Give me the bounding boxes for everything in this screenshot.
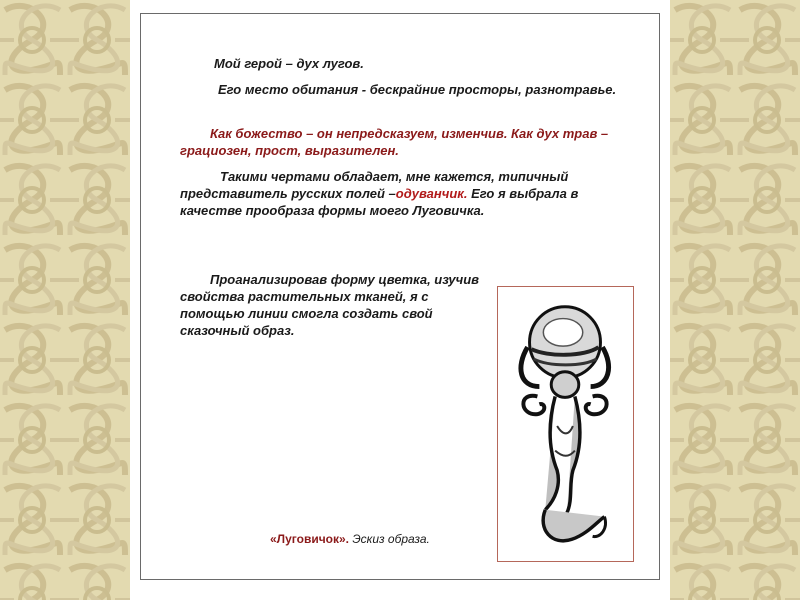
- caption-title: «Луговичок».: [270, 532, 350, 546]
- ornament-border-right: [670, 0, 800, 600]
- luogovichok-sketch-illustration-icon: [498, 287, 633, 561]
- paragraph-habitat: Его место обитания - бескрайние просторы, разнотравье.: [218, 82, 617, 97]
- dandelion-text-after: Его я выбрала в качестве прообраза формы моего Луговичка.: [180, 186, 579, 218]
- caption-subtitle: Эскиз образа.: [349, 532, 430, 546]
- dandelion-word: одуванчик.: [395, 186, 468, 201]
- illustration-frame: [497, 286, 634, 562]
- celtic-knot-ornament-icon: [670, 0, 800, 600]
- celtic-knot-ornament-icon: [0, 0, 130, 600]
- dandelion-text-before: Такими чертами обладает, мне кажется, типичный представитель русских полей –: [180, 169, 569, 201]
- ornament-border-left: [0, 0, 130, 600]
- paragraph-deity: Как божество – он непредсказуем, изменчив. Как дух трав – грациозен, прост, выразителен.: [180, 126, 609, 158]
- paragraph-dandelion: [180, 168, 630, 219]
- illustration-caption: [270, 532, 430, 546]
- paragraph-analysis: Проанализировав форму цветка, изучив свойства растительных тканей, я с помощью линии смогла создать свой сказочный образ.: [180, 272, 479, 338]
- paragraph-hero: Мой герой – дух лугов.: [214, 56, 364, 71]
